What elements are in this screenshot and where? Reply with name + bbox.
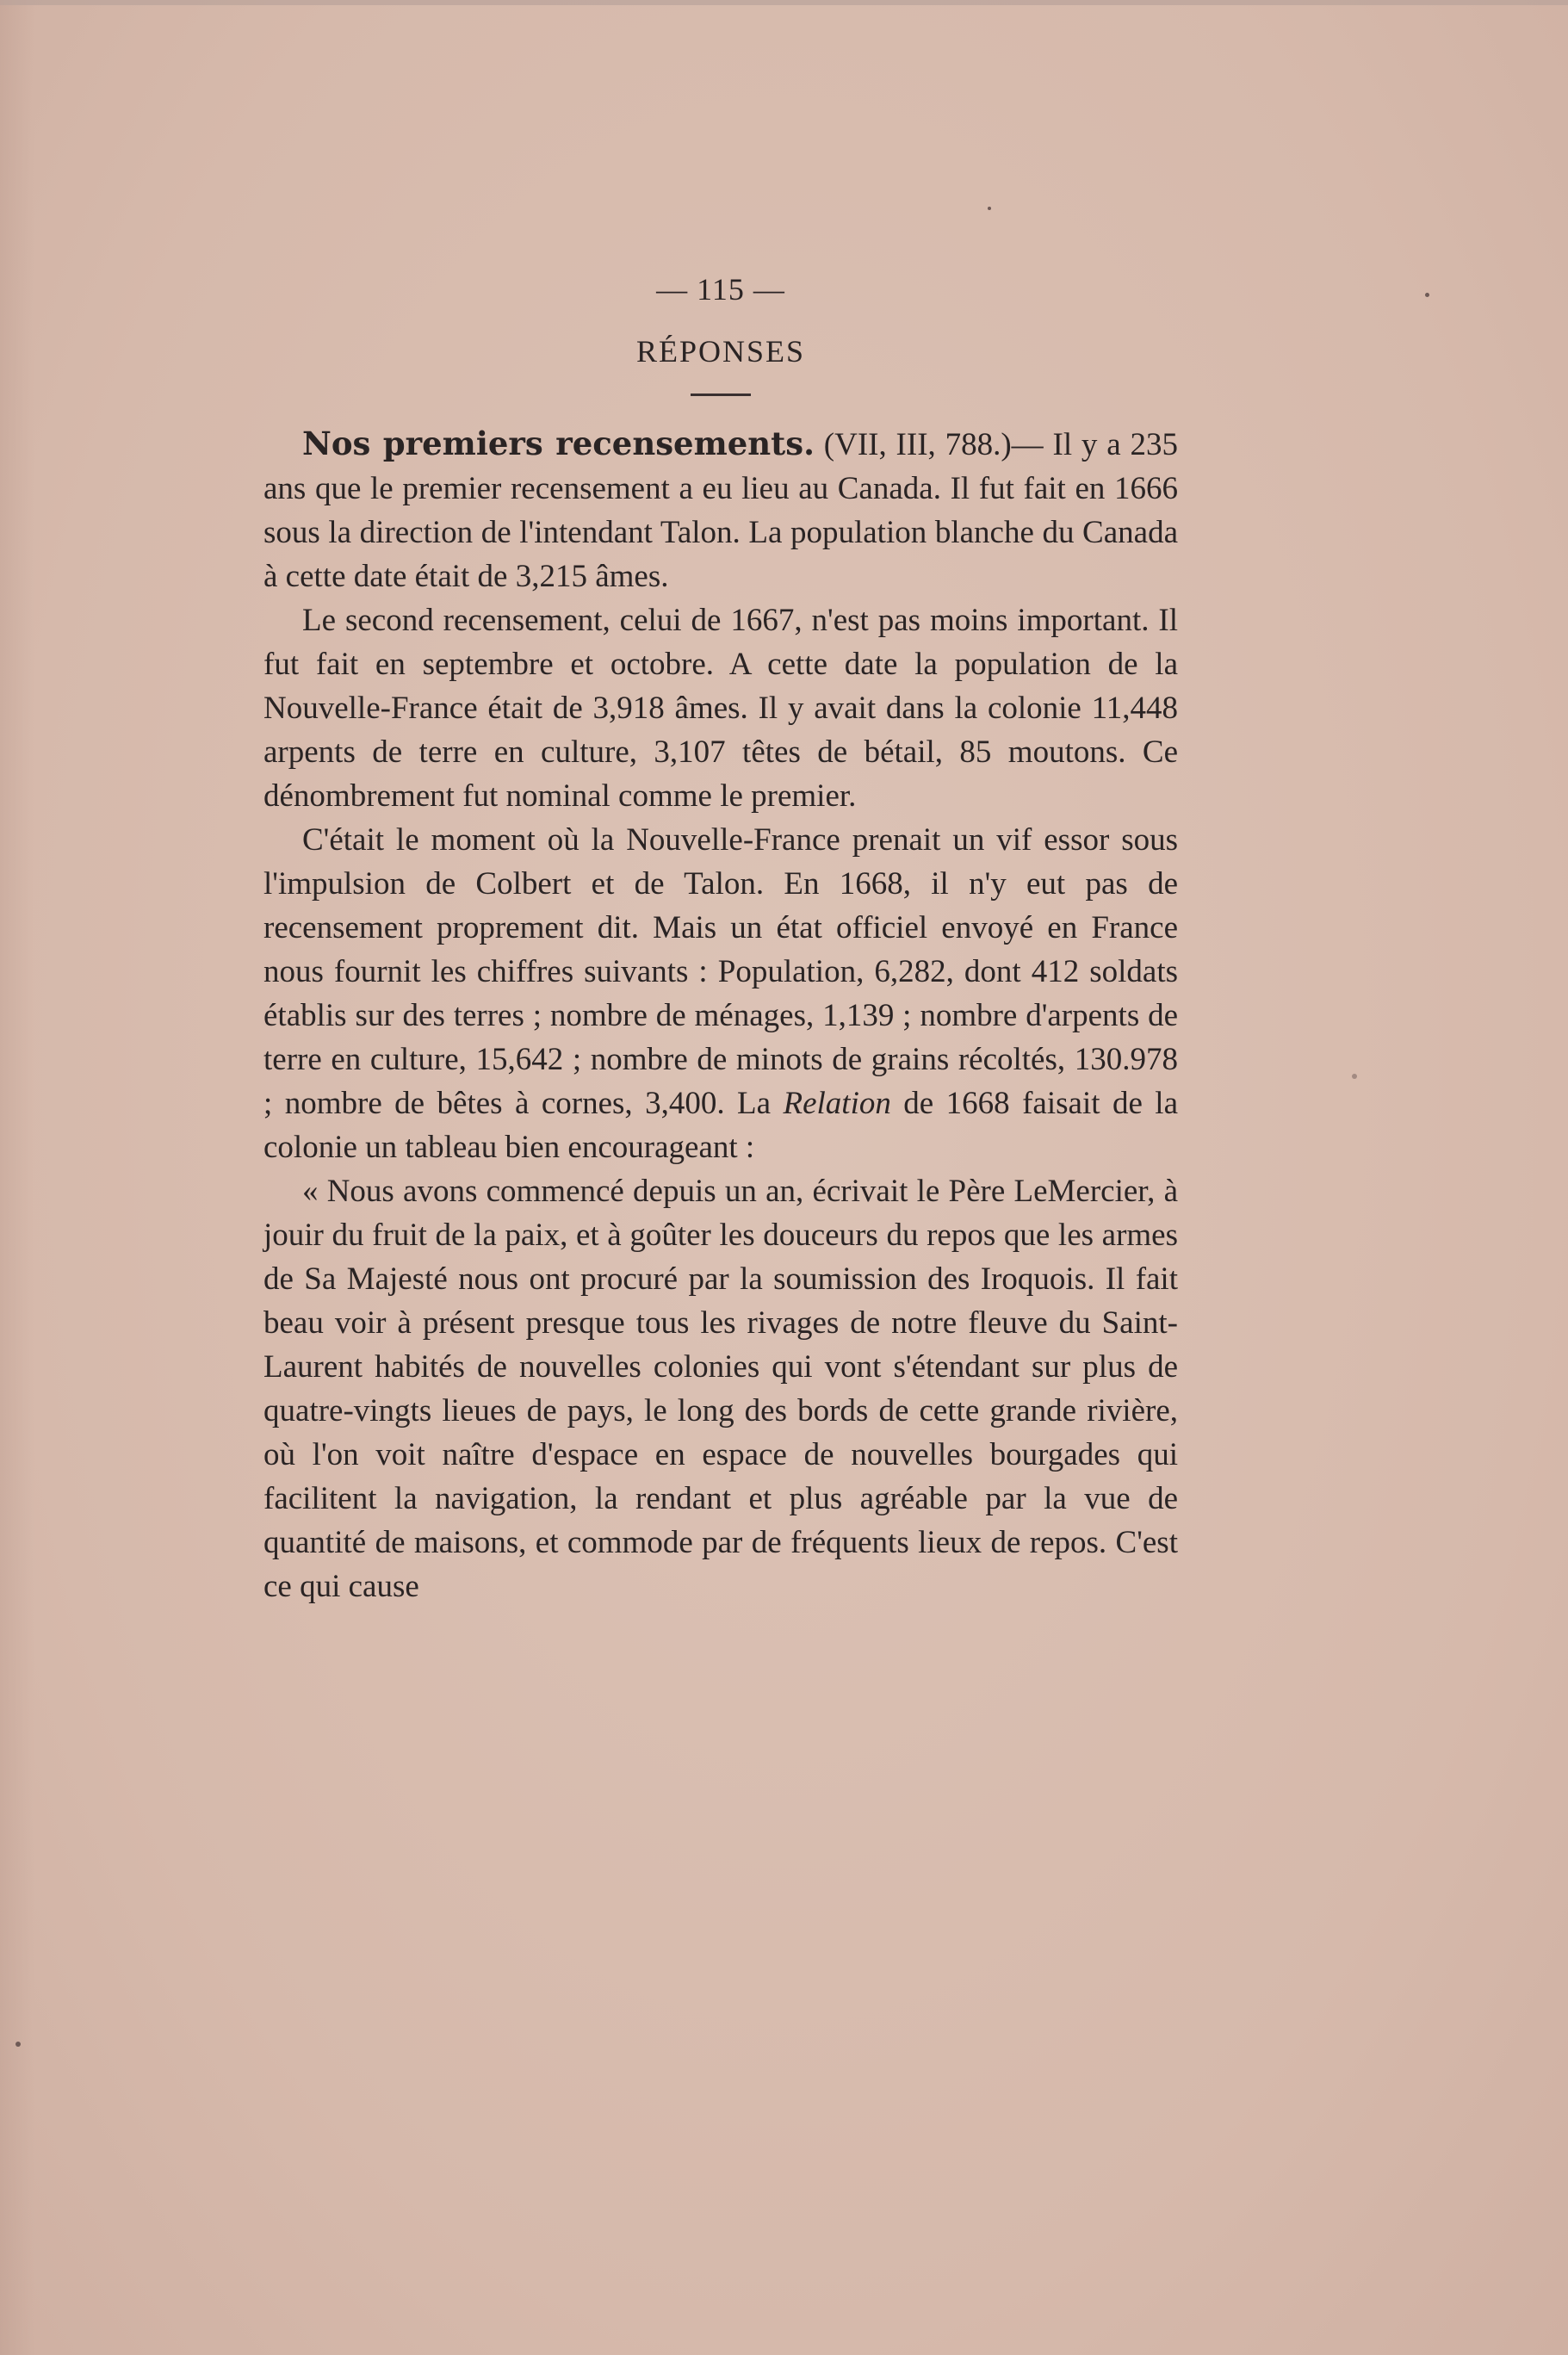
paragraph-1-text: Il y a 235 ans que le premier recensement a eu lieu au Canada. Il fut fait en 1666 sous la direction de l'intendant Talon. La population blanche du Canada à cette date était de 3,215 âmes. [263, 427, 1178, 594]
paragraph-3-text-b: de 1668 faisait de la colonie un tableau bien encourageant : [263, 1086, 1179, 1165]
paragraph-4: « Nous avons commencé depuis un an, écrivait le Père LeMercier, à jouir du fruit de la paix, et à goûter les douceurs du repos que les armes de Sa Majesté nous ont procuré par la soumission des Iroquois. Il fait beau voir à présent presque tous les rivages de notre fleuve du Saint-Laurent habités de nouvelles colonies qui vont s'étendant sur plus de quatre-vingts lieues de pays, le long des bords de cette grande rivière, où l'on voit naître d'espace en espace de nouvelles bourgades qui facilitent la navigation, la rendant et plus agréable par la vue de quantité de maisons, et commode par de fréquents lieux de repos. C'est ce qui cause [263, 1174, 1178, 1604]
paper-speck [15, 2042, 21, 2047]
page-content [263, 271, 1178, 1608]
section-title: RÉPONSES [635, 334, 806, 369]
paper-speck [1425, 293, 1429, 297]
article-heading: Nos premiers recensements. [302, 425, 815, 462]
page-top-edge [0, 0, 1568, 5]
paragraph-2: Le second recensement, celui de 1667, n'est pas moins important. Il fut fait en septembre et octobre. A cette date la population de la Nouvelle-France était de 3,918 âmes. Il y avait dans la colonie 11,448 arpents de terre en culture, 3,107 têtes de bétail, 85 moutons. Ce dénombrement fut nominal comme le premier. [263, 603, 1178, 814]
relation-italic: Relation [783, 1086, 891, 1121]
article-reference: (VII, III, 788.)— [814, 427, 1044, 462]
paragraph-1 [263, 422, 1178, 598]
title-rule [691, 394, 751, 396]
paragraph-3-text-a: C'était le moment où la Nouvelle-France prenait un vif essor sous l'impulsion de Colbert et de Talon. En 1668, il n'y eut pas de recensement proprement dit. Mais un état officiel envoyé en France nous fournit les chiffres suivants : Population, 6,282, dont 412 soldats établis sur des terres ; nombre de ménages, 1,139 ; nombre d'arpents de terre en culture, 15,642 ; nombre de minots de grains récoltés, 130.978 ; nombre de bêtes à cornes, 3,400. La [263, 822, 1178, 1121]
paper-speck [988, 207, 991, 210]
page-number: — 115 — [656, 272, 785, 307]
paragraph-3 [263, 818, 1178, 1169]
paper-speck [1352, 1074, 1357, 1079]
